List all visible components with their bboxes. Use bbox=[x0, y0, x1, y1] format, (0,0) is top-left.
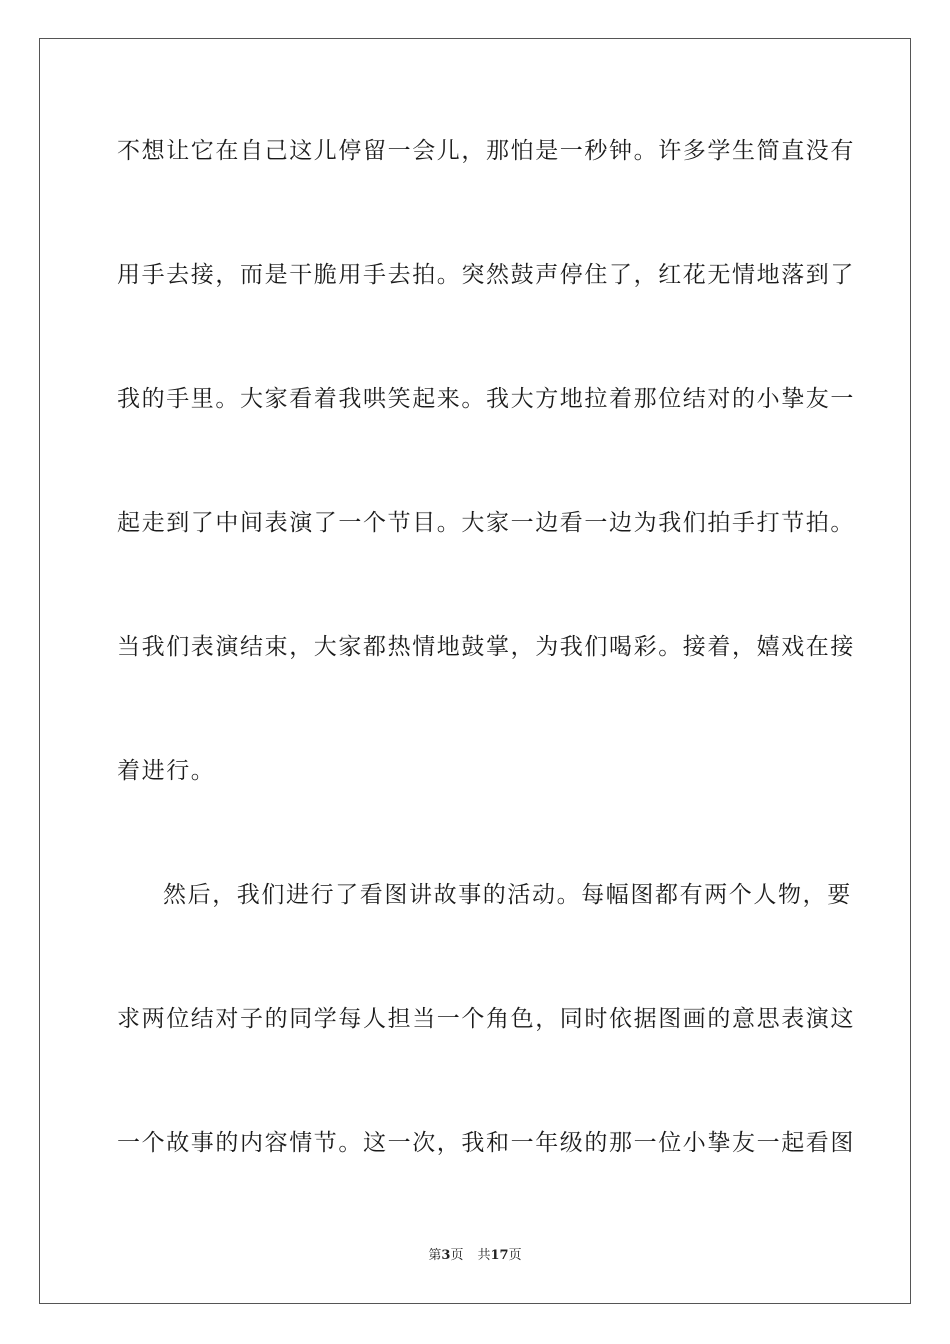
total-suffix: 页 bbox=[508, 1248, 522, 1263]
text-line: 起走到了中间表演了一个节目。大家一边看一边为我们拍手打节拍。 bbox=[117, 510, 855, 536]
total-prefix: 共 bbox=[477, 1248, 491, 1263]
page-suffix: 页 bbox=[450, 1248, 464, 1263]
page-border bbox=[39, 38, 911, 1304]
total-pages: 17 bbox=[490, 1248, 509, 1263]
page-footer bbox=[0, 1247, 950, 1265]
text-line: 当我们表演结束，大家都热情地鼓掌，为我们喝彩。接着，嬉戏在接 bbox=[117, 634, 855, 660]
paragraph-first-line: 然后，我们进行了看图讲故事的活动。每幅图都有两个人物，要 bbox=[163, 882, 852, 908]
text-line: 用手去接，而是干脆用手去拍。突然鼓声停住了，红花无情地落到了 bbox=[117, 262, 855, 288]
page-prefix: 第 bbox=[428, 1248, 442, 1263]
page-number: 3 bbox=[441, 1248, 451, 1263]
text-line: 求两位结对子的同学每人担当一个角色，同时依据图画的意思表演这 bbox=[117, 1006, 855, 1032]
text-line: 不想让它在自己这儿停留一会儿，那怕是一秒钟。许多学生简直没有 bbox=[117, 138, 855, 164]
text-line: 一个故事的内容情节。这一次，我和一年级的那一位小挚友一起看图 bbox=[117, 1130, 855, 1156]
text-line: 着进行。 bbox=[117, 758, 216, 784]
text-line: 我的手里。大家看着我哄笑起来。我大方地拉着那位结对的小挚友一 bbox=[117, 386, 855, 412]
